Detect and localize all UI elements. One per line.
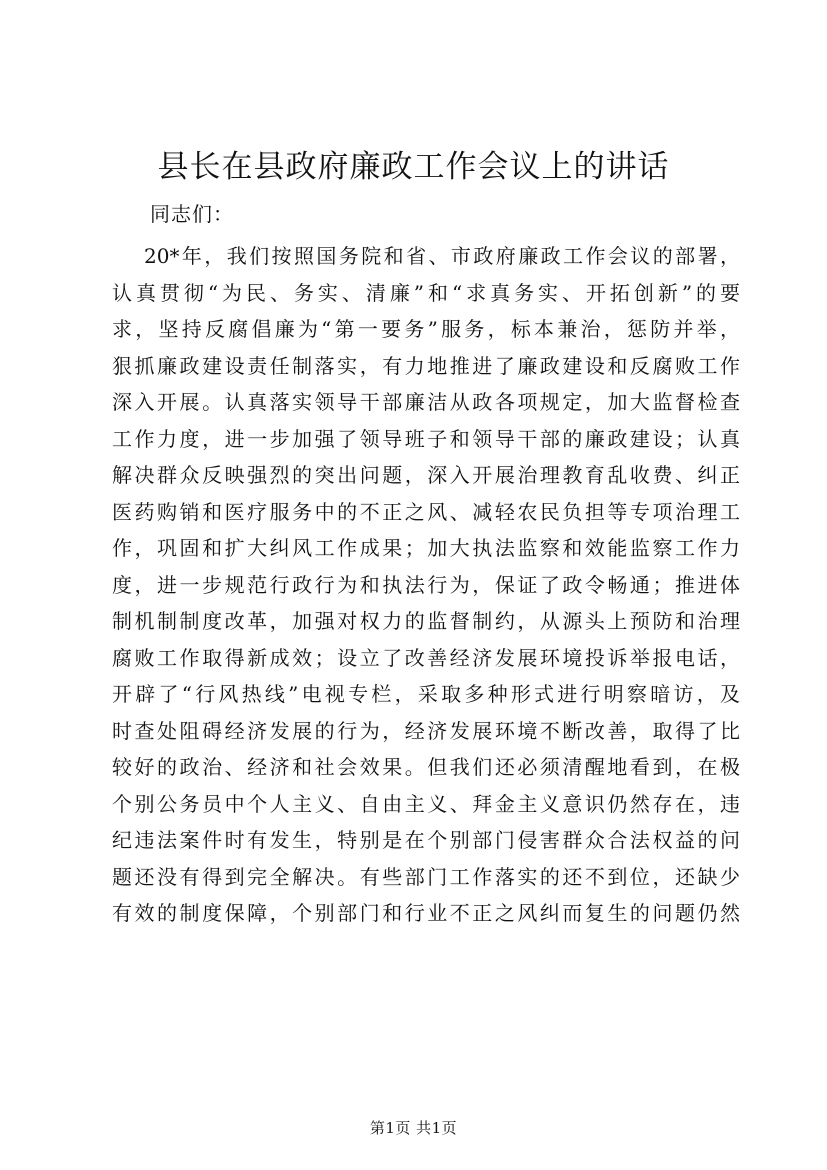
body-text — [112, 238, 740, 932]
body-line: 20*年，我们按照国务院和省、市政府廉政工作会议的部署， — [144, 244, 740, 268]
body-line: 开辟了“行风热线”电视专栏，采取多种形式进行明察暗访，及 — [112, 682, 740, 706]
salutation: 同志们： — [150, 202, 234, 226]
body-line: 有效的制度保障，个别部门和行业不正之风纠而复生的问题仍然 — [112, 901, 740, 925]
body-line: 度，进一步规范行政行为和执法行为，保证了政令畅通；推进体 — [112, 572, 740, 597]
body-line: 时查处阻碍经济发展的行为，经济发展环境不断改善，取得了比 — [112, 718, 740, 743]
page-number: 第1页 共1页 — [369, 1119, 458, 1137]
body-line: 解决群众反映强烈的突出问题，深入开展治理教育乱收费、纠正 — [112, 463, 740, 487]
body-line: 深入开展。认真落实领导干部廉洁从政各项规定，加大监督检查 — [112, 390, 740, 414]
body-line: 纪违法案件时有发生，特别是在个别部门侵害群众合法权益的问 — [112, 828, 740, 852]
body-line: 较好的政治、经济和社会效果。但我们还必须清醒地看到，在极 — [112, 755, 740, 779]
document-title: 县长在县政府廉政工作会议上的讲话 — [157, 149, 670, 185]
body-line: 个别公务员中个人主义、自由主义、拜金主义意识仍然存在，违 — [112, 791, 740, 816]
body-line: 工作力度，进一步加强了领导班子和领导干部的廉政建设；认真 — [112, 426, 740, 451]
body-line: 题还没有得到完全解决。有些部门工作落实的还不到位，还缺少 — [112, 864, 740, 889]
body-line: 求，坚持反腐倡廉为“第一要务”服务，标本兼治，惩防并举， — [112, 317, 740, 341]
body-line: 腐败工作取得新成效；设立了改善经济发展环境投诉举报电话， — [112, 645, 740, 670]
body-line: 狠抓廉政建设责任制落实，有力地推进了廉政建设和反腐败工作 — [112, 353, 740, 378]
body-line: 认真贯彻“为民、务实、清廉”和“求真务实、开拓创新”的要 — [112, 280, 740, 305]
body-line: 作，巩固和扩大纠风工作成果；加大执法监察和效能监察工作力 — [112, 536, 740, 560]
body-line: 医药购销和医疗服务中的不正之风、减轻农民负担等专项治理工 — [112, 499, 740, 524]
body-line: 制机制制度改革，加强对权力的监督制约，从源头上预防和治理 — [112, 609, 740, 633]
